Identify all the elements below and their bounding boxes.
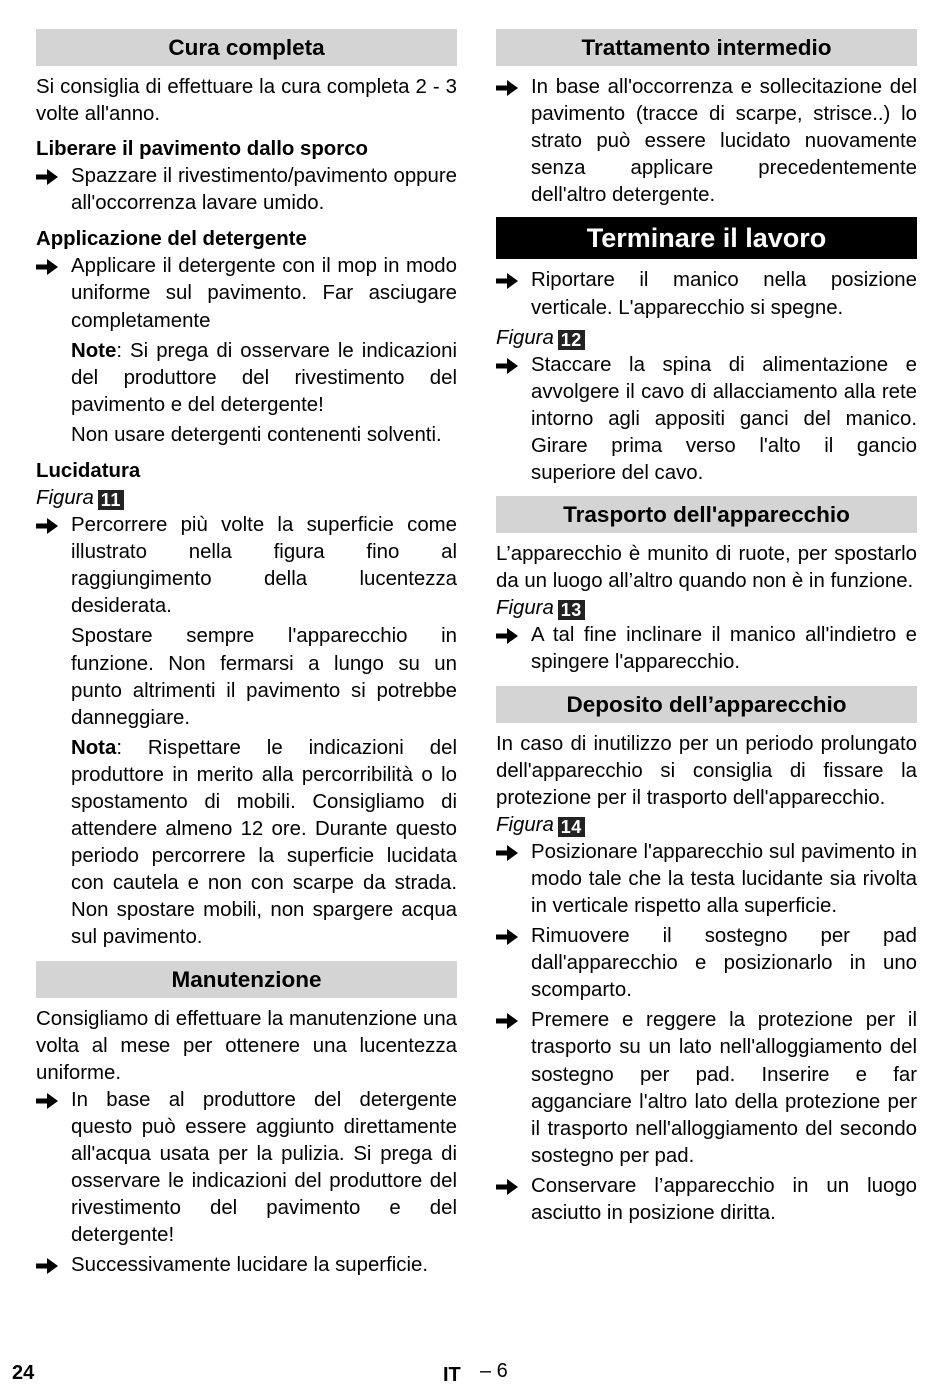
subheading-detergente: Applicazione del detergente	[36, 228, 307, 251]
section-title-deposito: Deposito dell’apparecchio	[496, 686, 917, 723]
arrow-right-icon	[36, 1252, 58, 1279]
footer-language: IT	[443, 1364, 461, 1386]
right-column	[496, 29, 917, 1227]
detergente-step: Applicare il detergente con il mop in modo uniforme sul pavimento. Far asciugare completamente	[71, 255, 457, 332]
figure-number-badge: 14	[558, 817, 585, 837]
left-column	[36, 29, 457, 1279]
intermedio-step: In base all'occorrenza e sollecitazione del pavimento (tracce di scarpe, strisce..) lo strato può essere lucidato nuovamente senza applicare precedentemente dell'altro detergente.	[531, 76, 917, 207]
figure-ref-11	[36, 485, 457, 512]
arrow-right-icon	[496, 267, 518, 294]
arrow-right-icon	[496, 622, 518, 649]
page-number: 24	[12, 1362, 35, 1384]
trasporto-step: A tal fine inclinare il manico all'indietro e spingere l'apparecchio.	[531, 624, 917, 674]
list-item	[36, 1252, 457, 1279]
figure-label: Figura	[496, 597, 554, 620]
list-item	[496, 74, 917, 209]
deposito-step-4: Conservare l’apparecchio in un luogo asciutto in posizione diritta.	[531, 1174, 917, 1224]
figure-number-badge: 13	[558, 600, 585, 620]
lucidatura-nota	[36, 735, 457, 952]
list-item	[36, 253, 457, 334]
list-item	[496, 839, 917, 920]
deposito-step-2: Rimuovere il sostegno per pad dall'apparecchio e posizionarlo in uno scomparto.	[531, 925, 917, 1002]
arrow-right-icon	[36, 512, 58, 539]
section-title-manutenzione: Manutenzione	[36, 961, 457, 998]
arrow-right-icon	[496, 74, 518, 101]
sporco-step: Spazzare il rivestimento/pavimento oppure all'occorrenza lavare umido.	[71, 165, 457, 215]
terminare-step-1: Riportare il manico nella posizione verticale. L'apparecchio si spegne.	[531, 269, 917, 319]
manutenzione-step-1: In base al produttore del detergente questo può essere aggiunto direttamente all'acqua usata per la pulizia. Si prega di osservare le indicazioni del produttore del rivestimento del pavimento e del detergente!	[71, 1088, 457, 1247]
figure-label: Figura	[496, 326, 554, 349]
cura-intro: Si consiglia di effettuare la cura completa 2 - 3 volte all'anno.	[36, 76, 457, 126]
deposito-intro: In caso di inutilizzo per un periodo prolungato dell'apparecchio si consiglia di fissare la protezione per il trasporto dell'apparecchio.	[496, 732, 917, 809]
deposito-step-1: Posizionare l'apparecchio sul pavimento in modo tale che la testa lucidante sia rivolta in verticale rispetto alla superficie.	[531, 840, 917, 917]
arrow-right-icon	[36, 1087, 58, 1114]
lucidatura-move: Spostare sempre l'apparecchio in funzione. Non fermarsi a lungo su un punto altrimenti il pavimento si potrebbe danneggiare.	[71, 625, 457, 729]
detergente-warning: Non usare detergenti contenenti solventi.	[71, 423, 442, 446]
figure-number-badge: 11	[98, 490, 124, 510]
list-item	[496, 1173, 917, 1227]
list-item	[36, 512, 457, 620]
list-item	[496, 352, 917, 487]
section-title-trattamento-intermedio: Trattamento intermedio	[496, 29, 917, 66]
arrow-right-icon	[496, 1173, 518, 1200]
list-item	[36, 1087, 457, 1250]
arrow-right-icon	[496, 352, 518, 379]
arrow-right-icon	[496, 923, 518, 950]
arrow-right-icon	[36, 253, 58, 280]
manutenzione-step-2: Successivamente lucidare la superficie.	[71, 1254, 429, 1277]
subheading-sporco: Liberare il pavimento dallo sporco	[36, 138, 368, 161]
arrow-right-icon	[496, 839, 518, 866]
subheading-lucidatura: Lucidatura	[36, 460, 141, 483]
manutenzione-intro: Consigliamo di effettuare la manutenzione una volta al mese per ottenere una lucentezza uniforme.	[36, 1007, 457, 1084]
lucidatura-step: Percorrere più volte la superficie come illustrato nella figura fino al raggiungimento della lucentezza desiderata.	[71, 514, 457, 618]
section-title-cura-completa: Cura completa	[36, 29, 457, 66]
note-text: : Si prega di osservare le indicazioni del produttore del rivestimento del pavimento e del detergente!	[71, 339, 457, 416]
nota-label: Nota	[71, 736, 117, 759]
list-item	[36, 163, 457, 217]
figure-ref-13	[496, 595, 917, 622]
deposito-step-3: Premere e reggere la protezione per il trasporto su un lato nell'alloggiamento del sostegno per pad. Inserire e far agganciare l'altro lato della protezione per il trasporto nell'alloggiamento del secondo sostegno per pad.	[531, 1009, 917, 1167]
figure-label: Figura	[496, 813, 554, 836]
footer-section-page: – 6	[480, 1360, 508, 1382]
list-item	[496, 1007, 917, 1170]
nota-text: : Rispettare le indicazioni del produttore in merito alla percorribilità o lo spostamento di mobili. Consigliamo di attendere almeno 12 ore. Durante questo periodo percorrere la superficie lucidata con cautela e non con scarpe da strada. Non spostare mobili, non spargere acqua sul pavimento.	[71, 736, 457, 949]
list-item	[496, 267, 917, 321]
list-item	[496, 923, 917, 1004]
figure-ref-12	[496, 325, 917, 352]
section-title-terminare: Terminare il lavoro	[496, 217, 917, 259]
list-item	[496, 622, 917, 676]
trasporto-intro: L’apparecchio è munito di ruote, per spostarlo da un luogo all’altro quando non è in funzione.	[496, 543, 917, 593]
note-label: Note	[71, 339, 117, 362]
section-title-trasporto: Trasporto dell'apparecchio	[496, 496, 917, 533]
figure-number-badge: 12	[558, 330, 585, 350]
figure-label: Figura	[36, 487, 94, 510]
arrow-right-icon	[496, 1007, 518, 1034]
detergente-note	[36, 338, 457, 419]
figure-ref-14	[496, 812, 917, 839]
arrow-right-icon	[36, 163, 58, 190]
terminare-step-2: Staccare la spina di alimentazione e avvolgere il cavo di allacciamento alla rete intorno agli appositi ganci del manico. Girare prima verso l'alto il gancio superiore del cavo.	[531, 353, 917, 485]
